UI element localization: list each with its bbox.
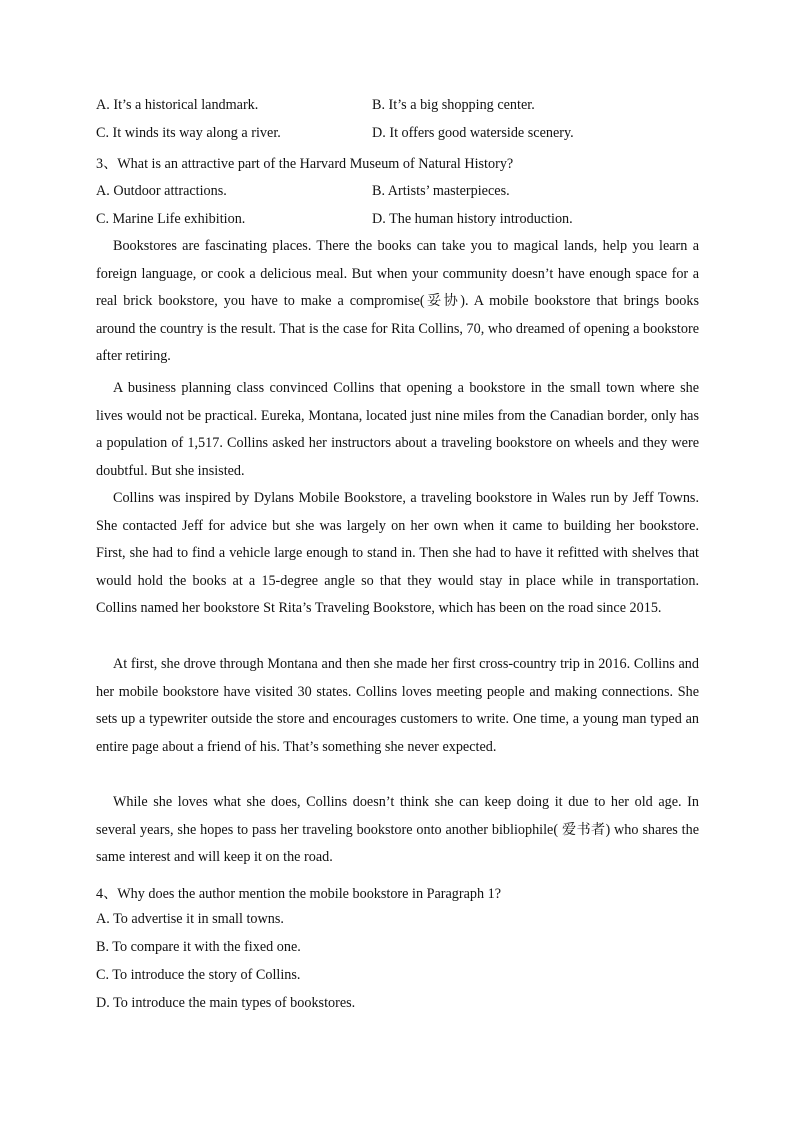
q3-options-row-2 [96, 211, 716, 231]
q2-option-d[interactable]: D. It offers good waterside scenery. [372, 125, 574, 141]
q4-question: 4、Why does the author mention the mobile bookstore in Paragraph 1? [96, 886, 502, 902]
q2-options-row-2 [96, 125, 716, 145]
q2-option-b[interactable]: B. It’s a big shopping center. [372, 97, 535, 113]
passage-paragraph-1: Bookstores are fascinating places. There the books can take you to magical lands, help you learn a foreign language, or cook a delicious meal. But when your community doesn’t have enough space for a real brick bookstore, you have to make a compromise(妥协). A mobile bookstore that brings books around the country is the result. That is the case for Rita Collins, 70, who dreamed of opening a bookstore after retiring. [96, 238, 699, 364]
q3-option-c[interactable]: C. Marine Life exhibition. [96, 211, 246, 227]
passage-paragraph-3: Collins was inspired by Dylans Mobile Bookstore, a traveling bookstore in Wales run by Jeff Towns. She contacted Jeff for advice but she was largely on her own when it came to building her bookstore. First, she had to find a vehicle large enough to stand in. Then she had to have it refitted with shelves that would hold the books at a 15-degree angle so that they would stay in place while in transportation. Collins named her bookstore St Rita’s Traveling Bookstore, which has been on the road since 2015. [96, 490, 699, 616]
q4-option-d[interactable]: D. To introduce the main types of bookstores. [96, 995, 356, 1011]
q2-option-a[interactable]: A. It’s a historical landmark. [96, 97, 259, 113]
q4-option-a[interactable]: A. To advertise it in small towns. [96, 911, 284, 927]
q3-option-a[interactable]: A. Outdoor attractions. [96, 183, 227, 199]
q3-option-b[interactable]: B. Artists’ masterpieces. [372, 183, 510, 199]
q2-option-c[interactable]: C. It winds its way along a river. [96, 125, 281, 141]
q3-options-row-1 [96, 183, 716, 203]
passage-paragraph-5: While she loves what she does, Collins doesn’t think she can keep doing it due to her old age. In several years, she hopes to pass her traveling bookstore onto another bibliophile( 爱书者) who shares the same interest and will keep it on the road. [96, 794, 699, 865]
q3-question: 3、What is an attractive part of the Harvard Museum of Natural History? [96, 156, 514, 172]
q4-option-c[interactable]: C. To introduce the story of Collins. [96, 967, 301, 983]
passage-paragraph-4: At first, she drove through Montana and then she made her first cross-country trip in 2016. Collins and her mobile bookstore have visited 30 states. Collins loves meeting people and making connections. She sets up a typewriter outside the store and encourages customers to write. One time, a young man typed an entire page about a friend of his. That’s something she never expected. [96, 656, 699, 755]
q4-option-b[interactable]: B. To compare it with the fixed one. [96, 939, 301, 955]
q3-option-d[interactable]: D. The human history introduction. [372, 211, 573, 227]
passage-paragraph-2: A business planning class convinced Collins that opening a bookstore in the small town where she lives would not be practical. Eureka, Montana, located just nine miles from the Canadian border, only has a population of 1,517. Collins asked her instructors about a traveling bookstore on wheels and they were doubtful. But she insisted. [96, 380, 699, 479]
q2-options-row-1 [96, 97, 716, 117]
